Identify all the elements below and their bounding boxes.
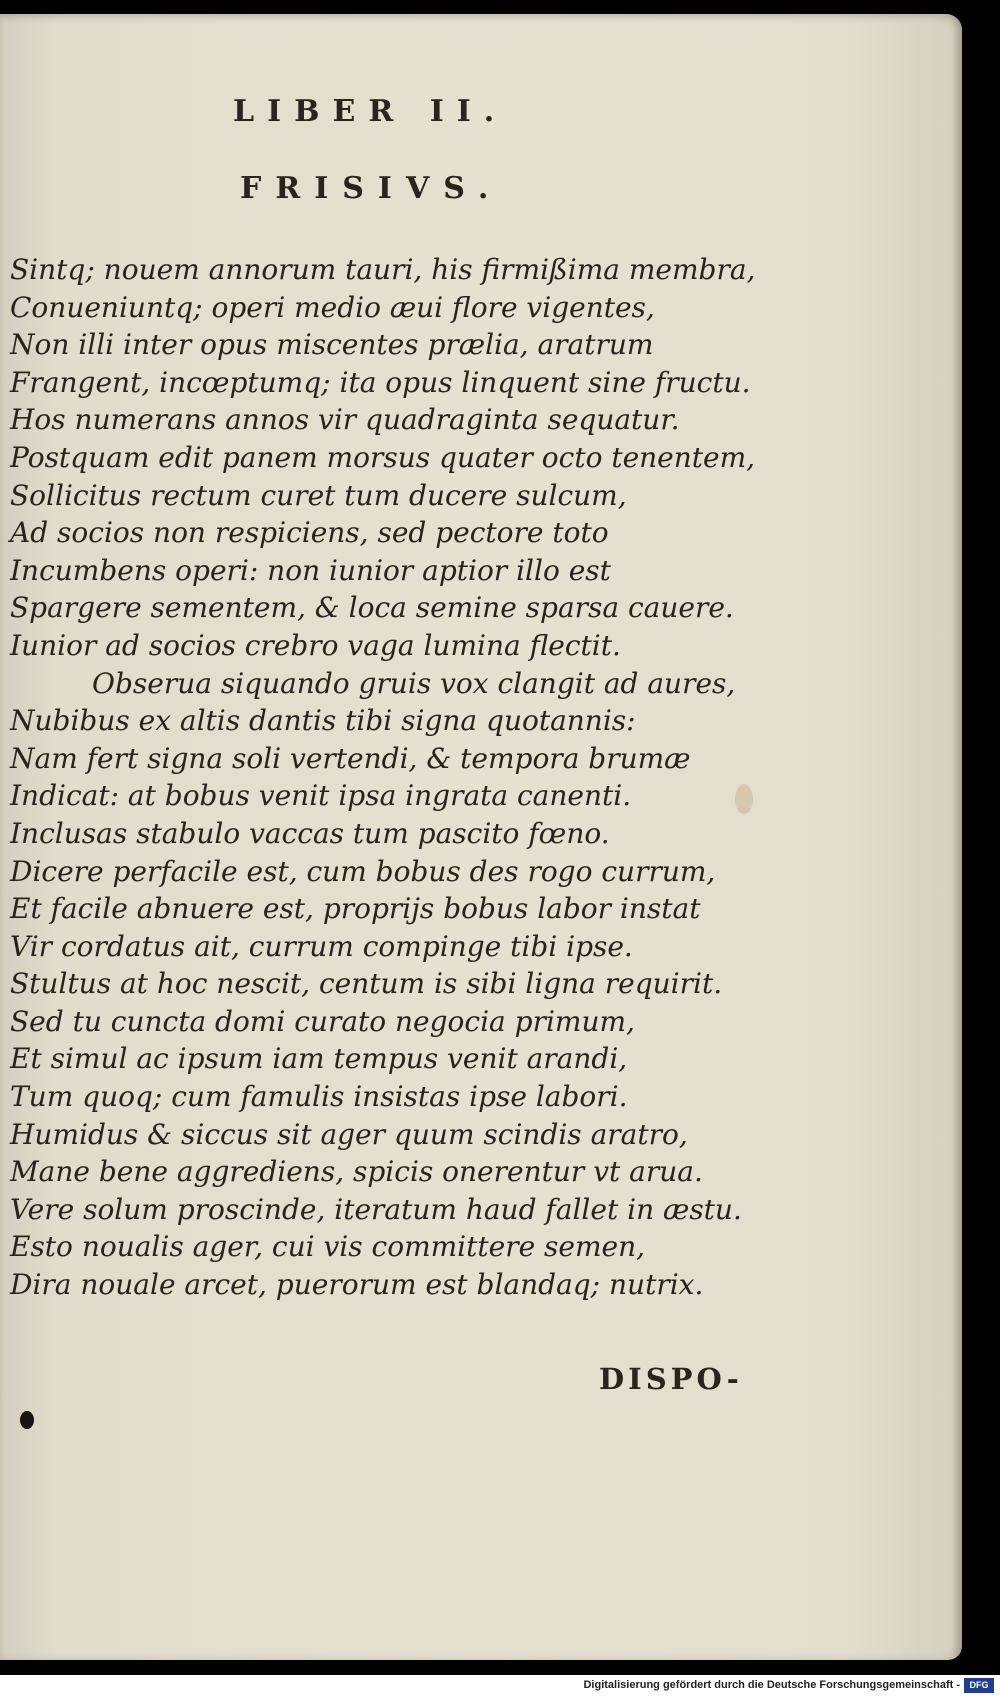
verse-line: Nubibus ex altis dantis tibi signa quotannis:	[10, 704, 636, 738]
dfg-logo-icon: DFG	[964, 1678, 994, 1693]
running-head: LIBER II.	[233, 94, 508, 129]
verse-line: Incumbens operi: non iunior aptior illo est	[10, 553, 611, 587]
verse-line: Sollicitus rectum curet tum ducere sulcum,	[10, 478, 627, 512]
verse-line: Humidus & siccus sit ager quum scindis aratro,	[10, 1117, 688, 1151]
verse-line: Iunior ad socios crebro vaga lumina flectit.	[10, 628, 621, 662]
verse-line: Postquam edit panem morsus quater octo tenentem,	[10, 440, 756, 474]
verse-line: Sintq; nouem annorum tauri, his firmißima membra,	[10, 253, 756, 286]
verse-line: Vere solum proscinde, iteratum haud fallet in æstu.	[10, 1192, 742, 1226]
section-title: FRISIVS.	[240, 171, 503, 206]
catchword: DISPO-	[599, 1362, 743, 1396]
verse-line: Mane bene aggrediens, spicis onerentur vt arua.	[10, 1155, 703, 1189]
ink-blot	[20, 1411, 34, 1429]
verse-line: Inclusas stabulo vaccas tum pascito fœno.	[10, 816, 610, 850]
verse-line-indented: Obserua siquando gruis vox clangit ad aures,	[92, 666, 736, 700]
verse-line: Vir cordatus ait, currum compinge tibi ipse.	[10, 929, 633, 963]
verse-line: Hos numerans annos vir quadraginta sequatur.	[10, 403, 680, 437]
funding-credit: Digitalisierung gefördert durch die Deutsche Forschungsgemeinschaft -	[583, 1679, 960, 1691]
verse-line: Et simul ac ipsum iam tempus venit arandi,	[10, 1042, 628, 1076]
verse-block	[10, 251, 960, 1304]
verse-line: Stultus at hoc nescit, centum is sibi ligna requirit.	[10, 967, 723, 1001]
verse-line: Conueniuntq; operi medio æui flore vigentes,	[10, 290, 655, 324]
verse-line: Spargere sementem, & loca semine sparsa cauere.	[10, 591, 734, 625]
verse-line: Sed tu cuncta domi curato negocia primum,	[10, 1004, 635, 1038]
verse-line: Nam fert signa soli vertendi, & tempora brumæ	[10, 741, 691, 775]
verse-line: Non illi inter opus miscentes prælia, aratrum	[10, 328, 654, 362]
verse-line: Tum quoq; cum famulis insistas ipse labori.	[10, 1080, 628, 1114]
verse-line: Dicere perfacile est, cum bobus des rogo currum,	[10, 854, 716, 888]
verse-line: Dira nouale arcet, puerorum est blandaq; nutrix.	[10, 1268, 704, 1302]
verse-line: Esto noualis ager, cui vis committere semen,	[10, 1230, 646, 1264]
verse-line: Et facile abnuere est, proprijs bobus labor instat	[10, 892, 701, 926]
verse-line: Frangent, incœptumq; ita opus linquent sine fructu.	[10, 365, 751, 399]
verse-line: Indicat: at bobus venit ipsa ingrata canenti.	[10, 779, 632, 813]
verse-line: Ad socios non respiciens, sed pectore toto	[10, 516, 609, 550]
